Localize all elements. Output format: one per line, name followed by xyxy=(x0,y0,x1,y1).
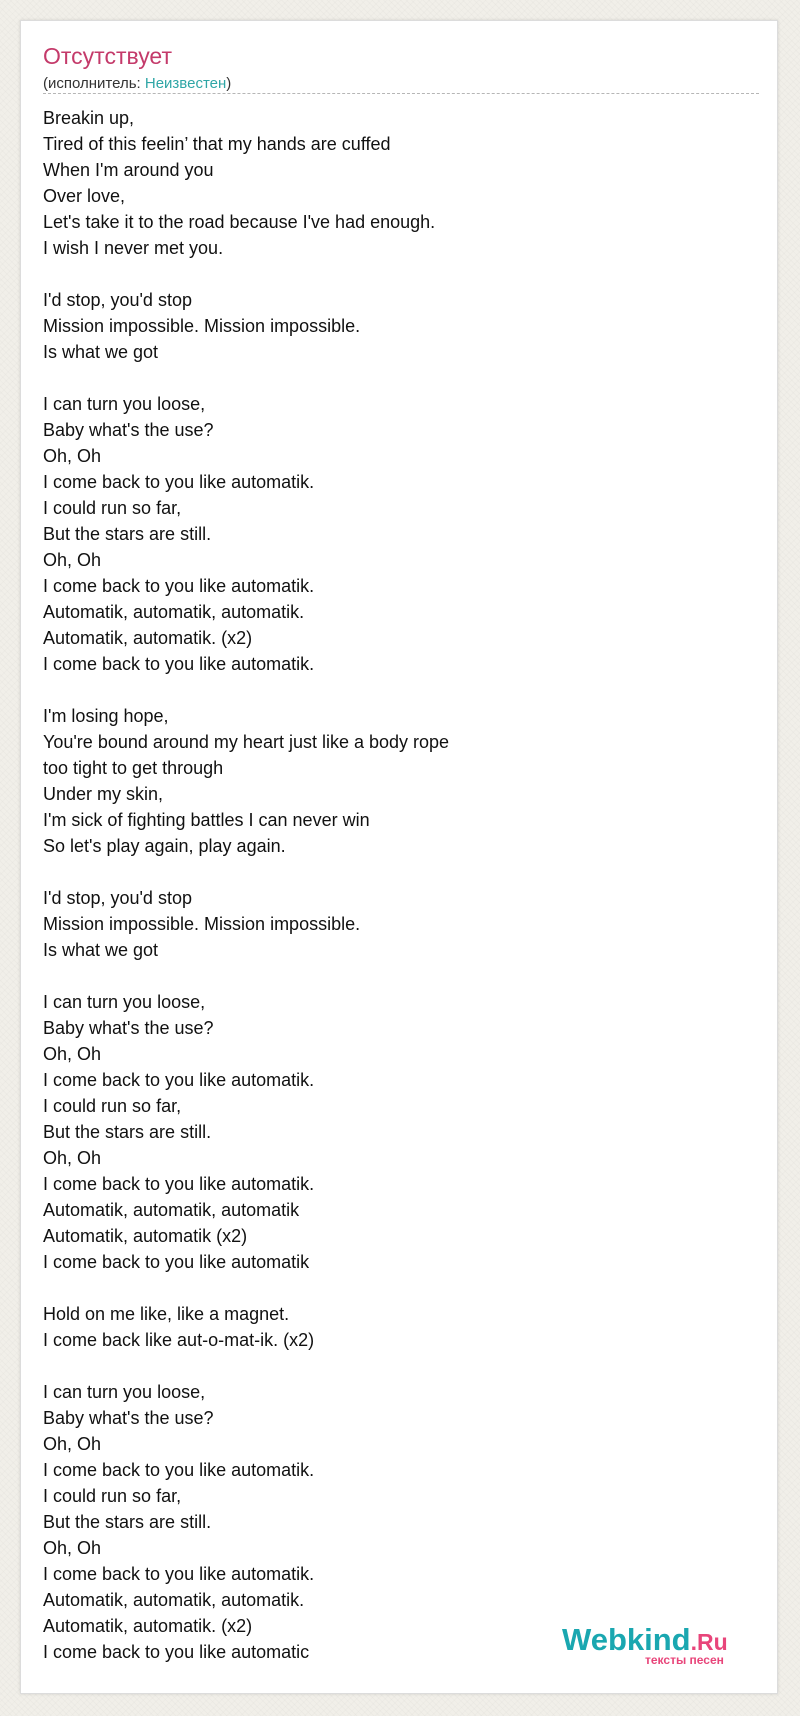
lyric-line: I come back to you like automatik xyxy=(43,1252,310,1272)
lyrics-text xyxy=(43,105,759,1665)
lyric-line: I wish I never met you. xyxy=(43,238,224,258)
lyric-line: But the stars are still. xyxy=(43,1122,212,1142)
stanza-break xyxy=(43,677,759,703)
lyric-line: Automatik, automatik. (x2) xyxy=(43,628,253,648)
logo-main-text: Webkind xyxy=(562,1622,691,1657)
lyric-line: Oh, Oh xyxy=(43,1434,102,1454)
lyric-line: Automatik, automatik, automatik. xyxy=(43,602,305,622)
lyric-line: I'd stop, you'd stop xyxy=(43,888,192,908)
logo-wordmark xyxy=(562,1624,728,1655)
lyric-line: Oh, Oh xyxy=(43,1148,102,1168)
lyric-line: I can turn you loose, xyxy=(43,1382,206,1402)
stanza-break xyxy=(43,365,759,391)
artist-prefix: (исполнитель: xyxy=(43,75,145,92)
lyric-line: I come back to you like automatik. xyxy=(43,1564,315,1584)
lyric-line: Oh, Oh xyxy=(43,446,102,466)
lyric-line: I could run so far, xyxy=(43,1096,182,1116)
lyric-line: Oh, Oh xyxy=(43,1538,102,1558)
lyric-line: Baby what's the use? xyxy=(43,1018,214,1038)
lyric-line: So let's play again, play again. xyxy=(43,836,286,856)
logo-tld: .Ru xyxy=(690,1629,728,1655)
title-divider xyxy=(43,93,759,94)
lyric-line: Let's take it to the road because I've had enough. xyxy=(43,212,436,232)
lyric-line: Automatik, automatik. (x2) xyxy=(43,1616,253,1636)
song-title: Отсутствует xyxy=(43,43,172,69)
lyric-line: Oh, Oh xyxy=(43,550,102,570)
lyric-line: Is what we got xyxy=(43,940,159,960)
lyric-line: I can turn you loose, xyxy=(43,394,206,414)
lyric-line: I come back to you like automatik. xyxy=(43,472,315,492)
lyric-line: You're bound around my heart just like a body rope xyxy=(43,732,450,752)
lyric-line: Baby what's the use? xyxy=(43,1408,214,1428)
stanza-break xyxy=(43,859,759,885)
lyric-line: I could run so far, xyxy=(43,498,182,518)
lyric-line: But the stars are still. xyxy=(43,524,212,544)
artist-suffix: ) xyxy=(226,75,232,92)
artist-link[interactable]: Неизвестен xyxy=(144,75,227,92)
lyric-line: Tired of this feelin’ that my hands are cuffed xyxy=(43,134,391,154)
lyric-line: I can turn you loose, xyxy=(43,992,206,1012)
lyric-line: When I'm around you xyxy=(43,160,214,180)
artist-line xyxy=(43,73,231,94)
lyric-line: too tight to get through xyxy=(43,758,224,778)
lyric-line: Hold on me like, like a magnet. xyxy=(43,1304,290,1324)
lyric-line: I could run so far, xyxy=(43,1486,182,1506)
stanza-break xyxy=(43,963,759,989)
lyric-line: I come back like aut-o-mat-ik. (x2) xyxy=(43,1330,315,1350)
lyric-line: I come back to you like automatik. xyxy=(43,654,315,674)
lyric-line: I come back to you like automatik. xyxy=(43,1460,315,1480)
lyric-line: I come back to you like automatic xyxy=(43,1642,310,1662)
lyric-line: Oh, Oh xyxy=(43,1044,102,1064)
lyric-line: I'm sick of fighting battles I can never win xyxy=(43,810,370,830)
lyric-line: Baby what's the use? xyxy=(43,420,214,440)
lyric-line: Automatik, automatik, automatik. xyxy=(43,1590,305,1610)
lyric-line: Breakin up, xyxy=(43,108,135,128)
lyric-line: Automatik, automatik, automatik xyxy=(43,1200,300,1220)
lyric-line: I come back to you like automatik. xyxy=(43,1174,315,1194)
lyrics-card xyxy=(20,20,778,1694)
lyric-line: I'd stop, you'd stop xyxy=(43,290,192,310)
lyric-line: I'm losing hope, xyxy=(43,706,169,726)
stanza-break xyxy=(43,1353,759,1379)
stanza-break xyxy=(43,1275,759,1301)
site-logo[interactable] xyxy=(562,1624,782,1674)
lyric-line: Over love, xyxy=(43,186,126,206)
lyric-line: Mission impossible. Mission impossible. xyxy=(43,316,361,336)
lyric-line: I come back to you like automatik. xyxy=(43,576,315,596)
stanza-break xyxy=(43,261,759,287)
lyric-line: Is what we got xyxy=(43,342,159,362)
lyric-line: But the stars are still. xyxy=(43,1512,212,1532)
logo-tagline: тексты песен xyxy=(645,1653,724,1667)
lyric-line: Under my skin, xyxy=(43,784,164,804)
lyric-line: Automatik, automatik (x2) xyxy=(43,1226,248,1246)
lyric-line: Mission impossible. Mission impossible. xyxy=(43,914,361,934)
lyric-line: I come back to you like automatik. xyxy=(43,1070,315,1090)
